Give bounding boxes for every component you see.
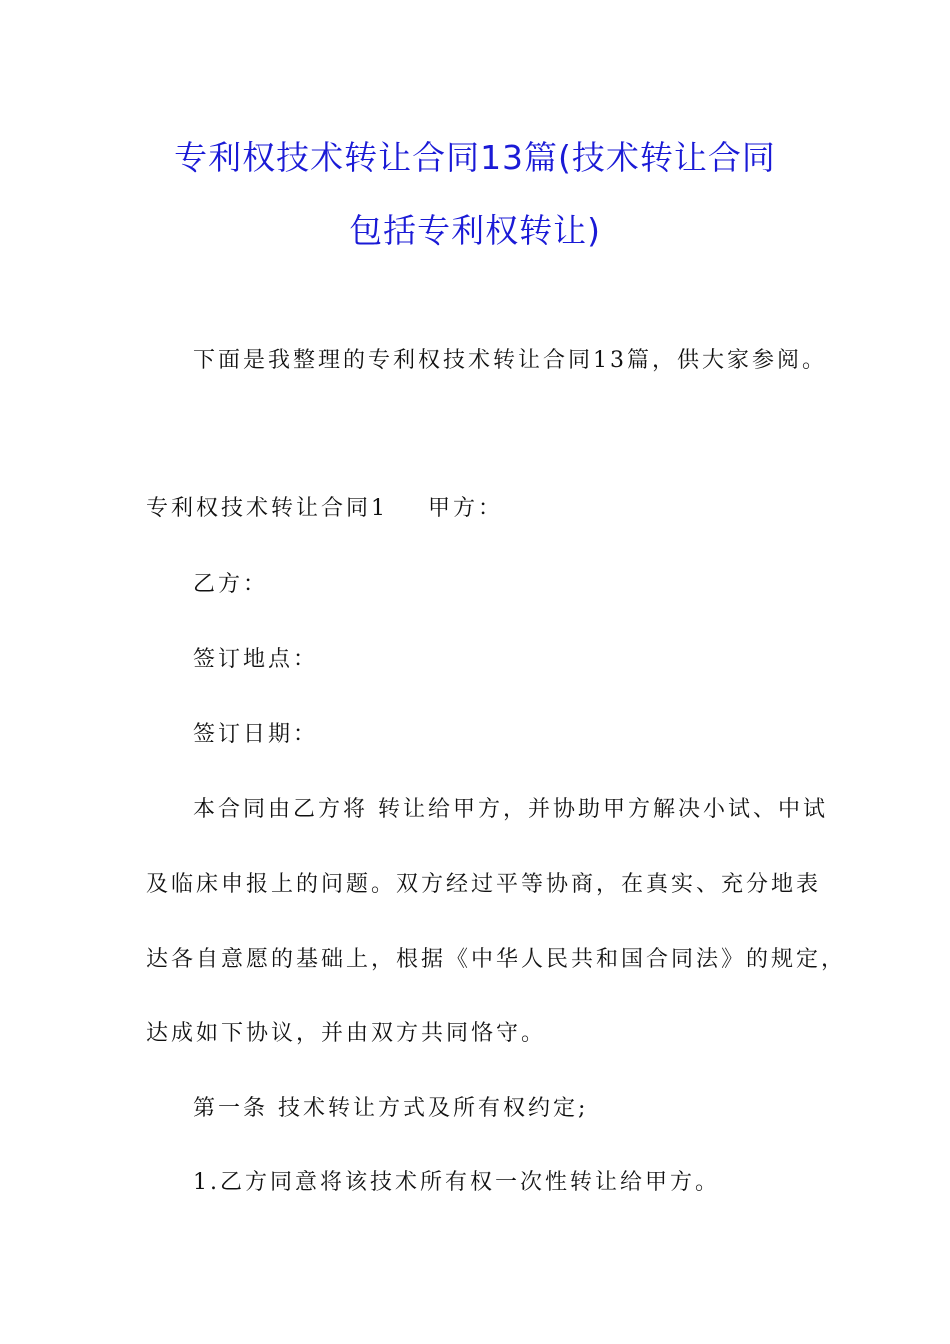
sign-place-label: 签订地点：: [193, 647, 319, 672]
body-line: 达各自意愿的基础上，根据《中华人民共和国合同法》的规定，: [146, 947, 847, 972]
contract-heading: 专利权技术转让合同1: [146, 496, 388, 521]
document-title-line-1: 专利权技术转让合同13篇(技术转让合同: [174, 138, 776, 177]
body-line: 达成如下协议，并由双方共同恪守。: [146, 1021, 547, 1046]
body-line: 本合同由乙方将 转让给甲方，并协助甲方解决小试、中试: [193, 797, 828, 822]
intro-paragraph: 下面是我整理的专利权技术转让合同13篇，供大家参阅。: [193, 348, 827, 373]
body-line: 及临床申报上的问题。双方经过平等协商，在真实、充分地表: [146, 872, 822, 897]
article-heading: 第一条 技术转让方式及所有权约定;: [193, 1096, 589, 1121]
party-a-label: 甲方：: [428, 496, 504, 521]
article-item: 1.乙方同意将该技术所有权一次性转让给甲方。: [193, 1170, 720, 1195]
party-b-label: 乙方：: [193, 572, 269, 597]
document-title-line-2: 包括专利权转让): [349, 211, 601, 250]
sign-date-label: 签订日期：: [193, 722, 319, 747]
